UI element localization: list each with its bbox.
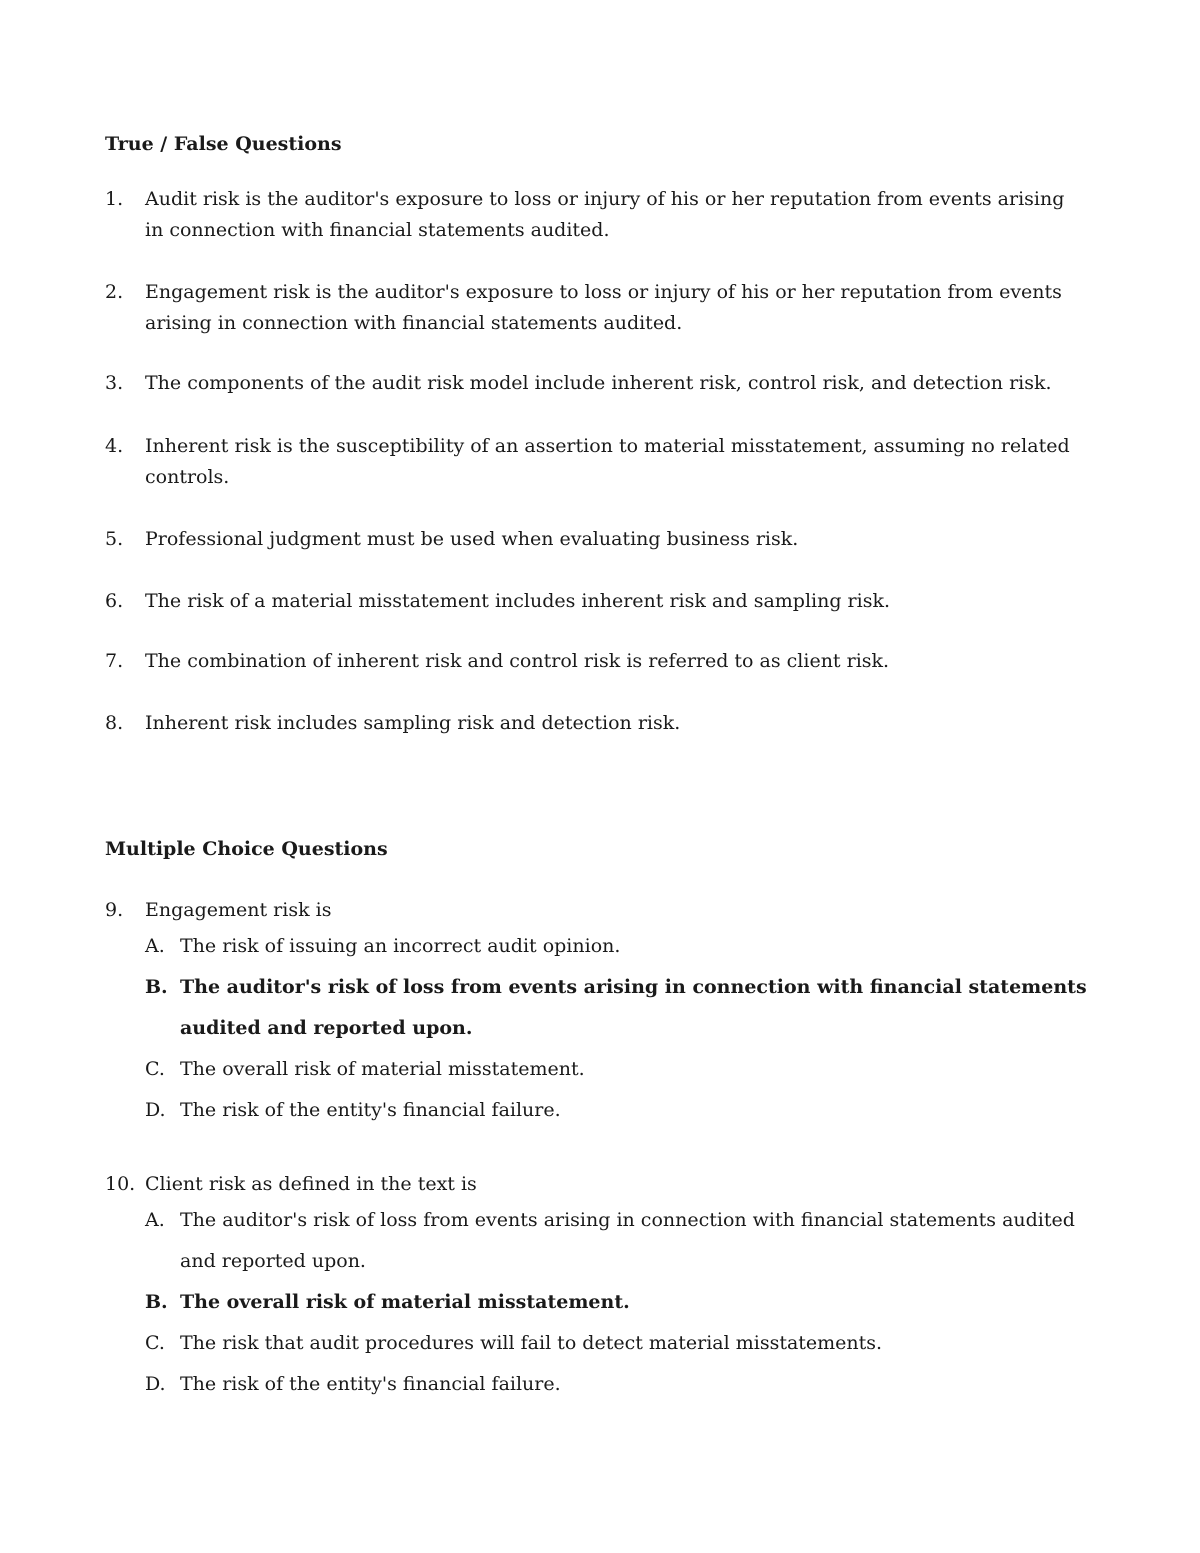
question-text: Engagement risk is (145, 899, 332, 921)
question-text: Inherent risk is the susceptibility of an assertion to material misstatement, assuming no related controls. (145, 435, 1070, 488)
option-letter: A. (145, 1209, 165, 1231)
question-number: 3. (105, 372, 124, 394)
question-number: 6. (105, 590, 124, 612)
answer-option-d (145, 1090, 1105, 1131)
tf-question-1 (105, 184, 1085, 246)
tf-question-3 (105, 368, 1085, 399)
option-text: The overall risk of material misstatement. (180, 1058, 585, 1080)
answer-option-a (145, 926, 1105, 967)
question-number: 9. (105, 899, 124, 921)
option-letter: C. (145, 1058, 165, 1080)
question-number: 1. (105, 188, 124, 210)
question-text: Inherent risk includes sampling risk and detection risk. (145, 712, 681, 734)
option-letter: A. (145, 935, 165, 957)
option-text: The risk of the entity's financial failure. (180, 1099, 561, 1121)
question-number: 8. (105, 712, 124, 734)
option-text: The auditor's risk of loss from events arising in connection with financial statements audited and reported upon. (180, 976, 1087, 1039)
answer-option-c (145, 1323, 1105, 1364)
question-text: The combination of inherent risk and control risk is referred to as client risk. (145, 650, 890, 672)
question-text: Client risk as defined in the text is (145, 1173, 477, 1195)
answer-option-b-correct (145, 967, 1105, 1049)
question-number: 5. (105, 528, 124, 550)
option-letter: B. (145, 1291, 168, 1313)
mc-question-9 (105, 895, 1105, 1131)
question-stem (105, 1169, 1105, 1200)
tf-question-4 (105, 431, 1085, 493)
answer-option-d (145, 1364, 1105, 1405)
tf-question-6 (105, 586, 1085, 617)
option-text: The overall risk of material misstatement. (180, 1291, 630, 1313)
question-number: 4. (105, 435, 124, 457)
tf-question-8 (105, 708, 1085, 739)
option-letter: D. (145, 1373, 166, 1395)
question-text: Professional judgment must be used when evaluating business risk. (145, 528, 799, 550)
question-text: Engagement risk is the auditor's exposure to loss or injury of his or her reputation from events arising in connection with financial statements audited. (145, 281, 1062, 334)
question-number: 7. (105, 650, 124, 672)
question-text: The risk of a material misstatement includes inherent risk and sampling risk. (145, 590, 891, 612)
question-text: The components of the audit risk model include inherent risk, control risk, and detection risk. (145, 372, 1052, 394)
answer-option-b-correct (145, 1282, 1105, 1323)
option-letter: D. (145, 1099, 166, 1121)
question-stem (105, 895, 1105, 926)
option-text: The risk that audit procedures will fail to detect material misstatements. (180, 1332, 883, 1354)
option-text: The auditor's risk of loss from events arising in connection with financial statements audited and reported upon. (180, 1209, 1075, 1272)
multiple-choice-heading: Multiple Choice Questions (105, 838, 388, 860)
option-text: The risk of issuing an incorrect audit opinion. (180, 935, 621, 957)
answer-option-c (145, 1049, 1105, 1090)
question-number: 10. (105, 1173, 136, 1195)
option-letter: B. (145, 976, 168, 998)
tf-question-5 (105, 524, 1085, 555)
tf-question-7 (105, 646, 1085, 677)
tf-question-2 (105, 277, 1085, 339)
mc-question-10 (105, 1169, 1105, 1405)
option-text: The risk of the entity's financial failure. (180, 1373, 561, 1395)
question-text: Audit risk is the auditor's exposure to loss or injury of his or her reputation from events arising in connection with financial statements audited. (145, 188, 1065, 241)
question-number: 2. (105, 281, 124, 303)
answer-option-a (145, 1200, 1105, 1282)
option-letter: C. (145, 1332, 165, 1354)
true-false-heading: True / False Questions (105, 133, 342, 155)
